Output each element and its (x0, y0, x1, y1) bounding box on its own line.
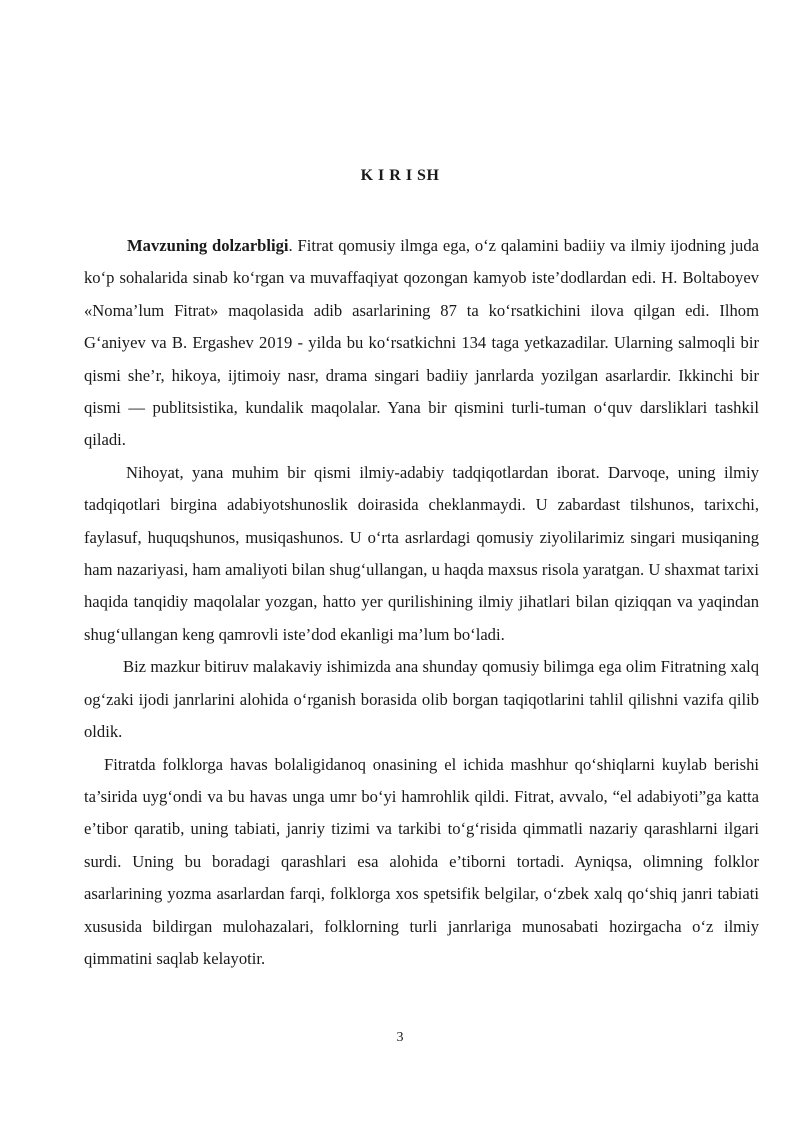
page-number: 3 (396, 1030, 404, 1045)
paragraph-text: . Fitrat qomusiy ilmga ega, o‘z qalamini badiiy va ilmiy ijodning juda ko‘p sohalarida sinab ko‘rgan va muvaffaqiyat qozongan kamyob iste’dodlardan edi. H. Boltaboyev «Noma’lum Fitrat» maqolasida adib asarlarining 87 ta ko‘rsatkichini ilova qilgan edi. Ilhom G‘aniyev va B. Ergashev 2019 - yilda bu ko‘rsatkichni 134 taga yetkazadilar. Ularning salmoqli bir qismi she’r, hikoya, ijtimoiy nasr, drama singari badiiy janrlarda yozilgan asarlardir. Ikkinchi bir qismi — publitsistika, kundalik maqolalar. Yana bir qismini turli-tuman o‘quv darsliklari tashkil qiladi. (84, 236, 759, 450)
document-body (84, 230, 759, 975)
paragraph-folklore: Fitratda folklorga havas bolaligidanoq onasining el ichida mashhur qo‘shiqlarni kuylab berishi ta’sirida uyg‘ondi va bu havas unga umr bo‘yi hamrohlik qildi. Fitrat, avvalo, “el adabiyoti”ga katta e’tibor qaratib, uning tabiati, janriy tizimi va tarkibi to‘g‘risida qimmatli nazariy qarashlarni ilgari surdi. Uning bu boradagi qarashlari esa alohida e’tiborni tortadi. Ayniqsa, olimning folklor asarlarining yozma asarlardan farqi, folklorga xos spetsifik belgilar, o‘zbek xalq qo‘shiq janri tabiati xususida bildirgan mulohazalari, folklorning turli janrlariga munosabati hozirgacha o‘z ilmiy qimmatini saqlab kelayotir. (84, 754, 759, 968)
paragraph-research: Nihoyat, yana muhim bir qismi ilmiy-adabiy tadqiqotlardan iborat. Darvoqe, uning ilmiy tadqiqotlari birgina adabiyotshunoslik doirasida cheklanmaydi. U zabardast tilshunos, tarixchi, faylasuf, huquqshunos, musiqashunos. U o‘rta asrlardagi qomusiy ziyolilarimiz singari musiqaning ham nazariyasi, ham amaliyoti bilan shug‘ullangan, u haqda maxsus risola yaratgan. U shaxmat tarixi haqida tanqidiy maqolalar yozgan, hatto yer qurilishining ilmiy jihatlari bilan qiziqqan va yaqindan shug‘ullangan keng qamrovli iste’dod ekanligi ma’lum bo‘ladi. (84, 462, 759, 644)
paragraph-lead: Mavzuning dolzarbligi (127, 236, 289, 255)
section-title: K I R I SH (360, 167, 440, 184)
paragraph-relevance (84, 230, 759, 457)
paragraph-goal: Biz mazkur bitiruv malakaviy ishimizda ana shunday qomusiy bilimga ega olim Fitratning xalq og‘zaki ijodi janrlarini alohida o‘rganish borasida olib borgan taqiqotlarini tahlil qilishni vazifa qilib oldik. (84, 657, 759, 742)
